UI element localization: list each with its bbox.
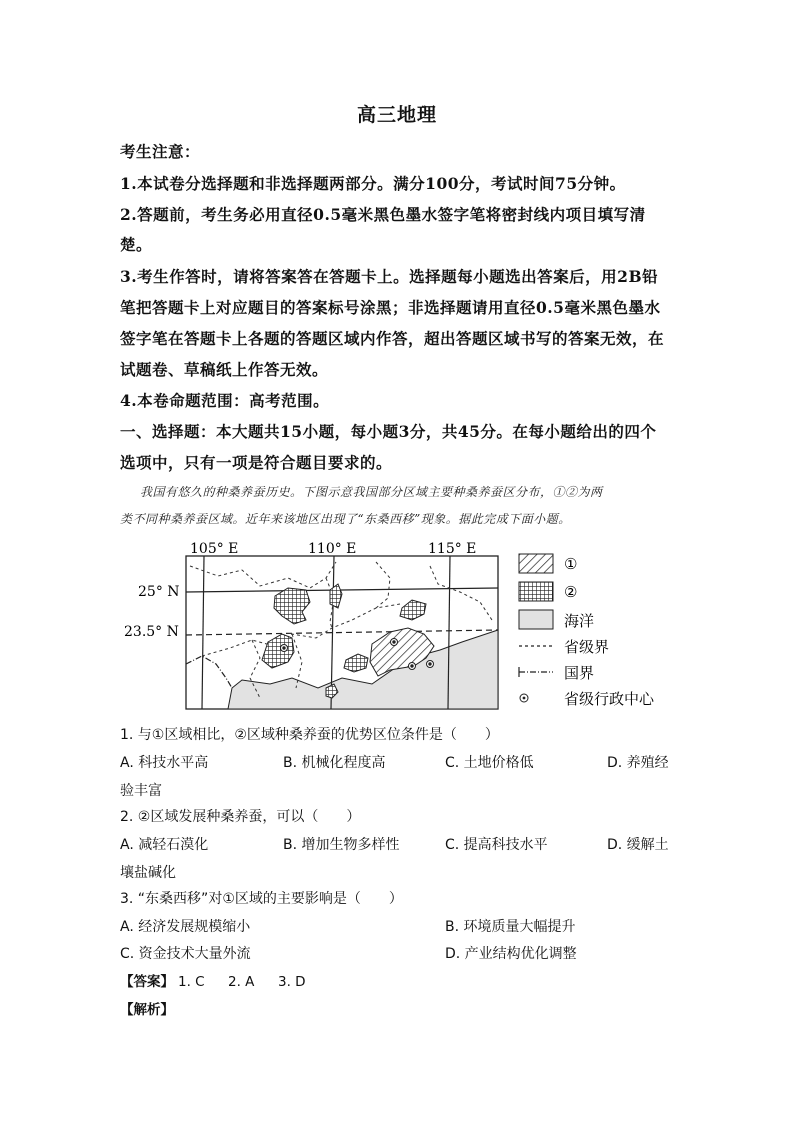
question-2-option-c[interactable]: C. 提高科技水平 — [445, 837, 548, 853]
question-2-option-d-continuation: 壤盐碱化 — [120, 865, 176, 881]
lon-label-115: 115° E — [428, 541, 477, 557]
legend-region-2: ② — [564, 583, 578, 601]
legend-provincial-border: 省级界 — [564, 638, 610, 656]
question-1-option-b[interactable]: B. 机械化程度高 — [283, 755, 386, 771]
notice-line: 签字笔在答题卡上各题的答题区域内作答，超出答题区域书写的答案无效，在 — [120, 329, 665, 348]
answer-value: 3. D — [278, 974, 306, 990]
question-1-option-c[interactable]: C. 土地价格低 — [445, 755, 534, 771]
page-title: 高三地理 — [356, 104, 437, 126]
notice-heading: 考生注意： — [120, 142, 201, 161]
legend-sea: 海洋 — [564, 612, 595, 630]
analysis-label: 【解析】 — [120, 1002, 174, 1018]
question-2-option-b[interactable]: B. 增加生物多样性 — [283, 837, 400, 853]
sericulture-map — [120, 538, 680, 714]
section-heading: 选项中，只有一项是符合题目要求的。 — [120, 453, 393, 472]
question-3-stem: 3. “东桑西移”对①区域的主要影响是（ ） — [120, 891, 403, 907]
lon-label-110: 110° E — [308, 541, 357, 557]
question-1-stem: 1. 与①区域相比，②区域种桑养蚕的优势区位条件是（ ） — [120, 727, 499, 743]
notice-line: 1.本试卷分选择题和非选择题两部分。满分100分，考试时间75分钟。 — [120, 174, 626, 193]
answer-value: 1. C — [178, 974, 205, 990]
answer-line — [120, 970, 306, 990]
notice-line: 楚。 — [120, 235, 153, 254]
question-3-option-b[interactable]: B. 环境质量大幅提升 — [445, 919, 576, 935]
intro-text: 类不同种桑养蚕区域。近年来该地区出现了“东桑西移”现象。据此完成下面小题。 — [120, 512, 571, 526]
legend-region-1: ① — [564, 555, 578, 573]
question-2-stem: 2. ②区域发展种桑养蚕，可以（ ） — [120, 809, 361, 825]
question-1-option-d[interactable]: D. 养殖经 — [607, 755, 669, 771]
answer-value: 2. A — [228, 974, 255, 990]
notice-line: 试题卷、草稿纸上作答无效。 — [120, 360, 329, 379]
question-3-option-c[interactable]: C. 资金技术大量外流 — [120, 946, 251, 962]
legend-provincial-capital: 省级行政中心 — [564, 690, 655, 708]
notice-line: 笔把答题卡上对应题目的答案标号涂黑；非选择题请用直径0.5毫米黑色墨水 — [120, 298, 661, 317]
question-2-option-a[interactable]: A. 减轻石漠化 — [120, 837, 209, 853]
lon-label-105: 105° E — [190, 541, 239, 557]
notice-line: 4.本卷命题范围：高考范围。 — [120, 391, 330, 410]
notice-line: 3.考生作答时，请将答案答在答题卡上。选择题每小题选出答案后，用2B铅 — [120, 267, 659, 286]
question-1-option-a[interactable]: A. 科技水平高 — [120, 755, 209, 771]
answer-label: 【答案】 — [120, 974, 174, 990]
legend-national-border: 国界 — [564, 664, 595, 682]
question-1-option-d-continuation: 验丰富 — [120, 783, 162, 799]
notice-line: 2.答题前，考生务必用直径0.5毫米黑色墨水签字笔将密封线内项目填写清 — [120, 205, 646, 224]
question-2-option-d[interactable]: D. 缓解土 — [607, 837, 669, 853]
map-legend — [519, 554, 655, 708]
lat-label-25: 25° N — [138, 584, 180, 600]
lat-label-23-5: 23.5° N — [124, 624, 179, 640]
question-3-option-d[interactable]: D. 产业结构优化调整 — [445, 946, 577, 962]
intro-text: 我国有悠久的种桑养蚕历史。下图示意我国部分区域主要种桑养蚕区分布，①②为两 — [140, 485, 603, 499]
question-3-option-a[interactable]: A. 经济发展规模缩小 — [120, 919, 251, 935]
section-heading: 一、选择题：本大题共15小题，每小题3分，共45分。在每小题给出的四个 — [120, 422, 657, 441]
